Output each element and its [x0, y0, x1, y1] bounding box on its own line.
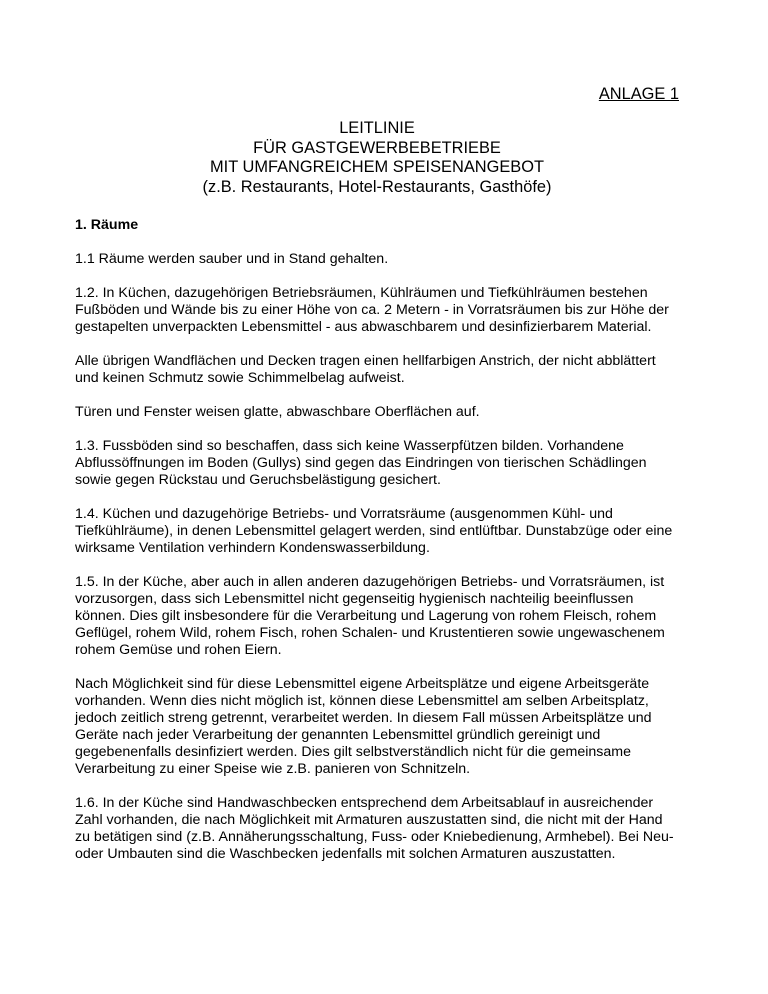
- paragraph-1-6: 1.6. In der Küche sind Handwaschbecken entsprechend dem Arbeitsablauf in ausreichender Zahl vorhanden, die nach Möglichkeit mit Armaturen auszustatten sind, die nicht mit der Hand zu betätigen sind (z.B. Annäherungsschaltung, Fuss- oder Kniebedienung, Armhebel). Bei Neu- oder Umbauten sind die Waschbecken jedenfalls mit solchen Armaturen auszustatten.: [75, 795, 674, 863]
- paragraph-walls: Alle übrigen Wandflächen und Decken tragen einen hellfarbigen Anstrich, der nicht abblättert und keinen Schmutz sowie Schimmelbelag aufweist.: [75, 353, 656, 387]
- paragraph-1-4: 1.4. Küchen und dazugehörige Betriebs- und Vorratsräume (ausgenommen Kühl- und Tiefkühlräume), in denen Lebensmittel gelagert werden, sind entlüftbar. Dunstabzüge oder eine wirksame Ventilation verhindern Kondenswasserbildung.: [75, 506, 673, 557]
- paragraph-1-2: 1.2. In Küchen, dazugehörigen Betriebsräumen, Kühlräumen und Tiefkühlräumen bestehen Fußböden und Wände bis zu einer Höhe von ca. 2 Metern - in Vorratsräumen bis zur Höhe der gestapelten unverpackten Lebensmittel - aus abwaschbarem und desinfizierbarem Material.: [75, 285, 669, 336]
- paragraph-1-5: 1.5. In der Küche, aber auch in allen anderen dazugehörigen Betriebs- und Vorratsräumen, ist vorzusorgen, dass sich Lebensmittel nicht gegenseitig hygienisch nachteilig beeinflussen können. Dies gilt insbesondere für die Verarbeitung und Lagerung von rohem Fleisch, rohem Geflügel, rohem Wild, rohem Fisch, rohen Schalen- und Krustentieren sowie ungewaschenem rohem Gemüse und rohen Eiern.: [75, 574, 665, 659]
- paragraph-workplaces: Nach Möglichkeit sind für diese Lebensmittel eigene Arbeitsplätze und eigene Arbeitsgeräte vorhanden. Wenn dies nicht möglich ist, können diese Lebensmittel am selben Arbeitsplatz, jedoch zeitlich streng getrennt, verarbeitet werden. In diesem Fall müssen Arbeitsplätze und Geräte nach jeder Verarbeitung der genannten Lebensmittel gründlich gereinigt und gegebenenfalls desinfiziert werden. Dies gilt selbstverständlich nicht für die gemeinsame Verarbeitung zu einer Speise wie z.B. panieren von Schnitzeln.: [75, 676, 652, 778]
- paragraph-1-3: 1.3. Fussböden sind so beschaffen, dass sich keine Wasserpfützen bilden. Vorhandene Abflussöffnungen im Boden (Gullys) sind gegen das Eindringen von tierischen Schädlingen sowie gegen Rückstau und Geruchsbelästigung gesichert.: [75, 438, 647, 489]
- section-heading: 1. Räume: [75, 217, 139, 234]
- title-line-3: MIT UMFANGREICHEM SPEISENANGEBOT: [210, 158, 544, 177]
- document-title: [75, 119, 679, 197]
- annex-label: ANLAGE 1: [598, 85, 679, 103]
- title-line-4: (z.B. Restaurants, Hotel-Restaurants, Gasthöfe): [202, 177, 552, 196]
- title-line-1: LEITLINIE: [339, 119, 415, 137]
- paragraph-1-1: 1.1 Räume werden sauber und in Stand gehalten.: [75, 251, 389, 268]
- document-page: [75, 84, 679, 863]
- title-line-2: FÜR GASTGEWERBEBETRIEBE: [253, 138, 501, 157]
- paragraph-doors: Türen und Fenster weisen glatte, abwaschbare Oberflächen auf.: [75, 404, 480, 421]
